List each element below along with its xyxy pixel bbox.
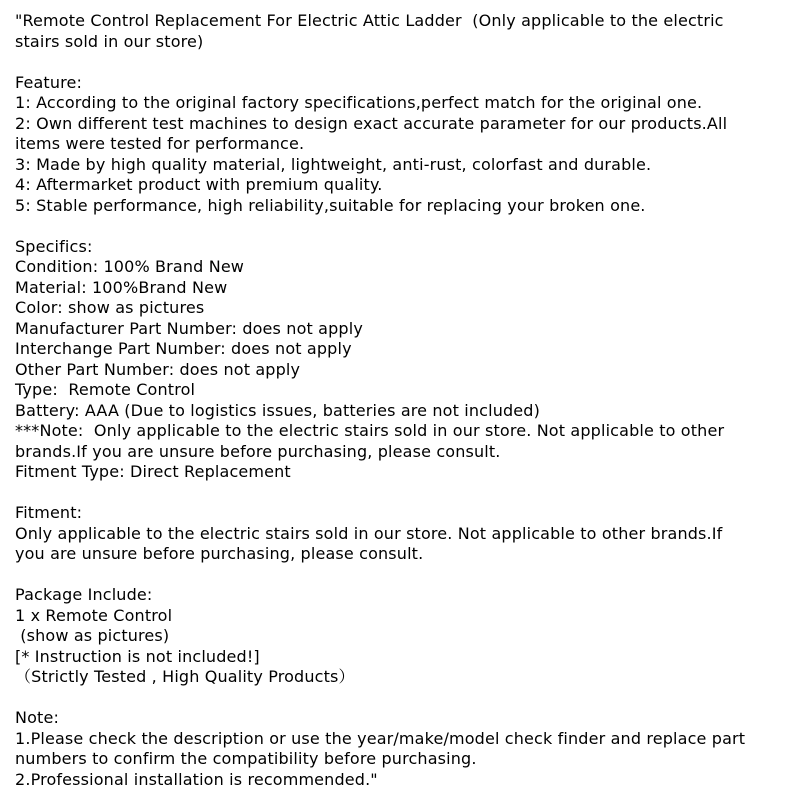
title-line: stairs sold in our store) [15,31,204,51]
package-line: 1 x Remote Control [15,605,173,625]
specifics-section [15,237,790,483]
specifics-line: Interchange Part Number: does not apply [15,339,352,358]
spacer [15,483,790,504]
package-line: （Strictly Tested , High Quality Products） [15,667,355,686]
fitment-heading: Fitment: [15,503,83,522]
title-line: "Remote Control Replacement For Electric Attic Ladder (Only applicable to the electric [15,11,724,30]
specifics-line: brands.If you are unsure before purchasing, please consult. [15,441,501,461]
package-line: (show as pictures) [15,626,170,645]
feature-heading: Feature: [15,72,83,92]
spacer [15,565,790,586]
fitment-line: you are unsure before purchasing, please consult. [15,544,424,563]
spacer [15,688,790,709]
note-line: 2.Professional installation is recommended." [15,769,378,789]
specifics-line: Battery: AAA (Due to logistics issues, batteries are not included) [15,400,541,420]
specifics-line: ***Note: Only applicable to the electric stairs sold in our store. Not applicable to other [15,421,725,440]
fitment-line: Only applicable to the electric stairs sold in our store. Not applicable to other brands.If [15,523,723,543]
note-line: numbers to confirm the compatibility before purchasing. [15,749,477,768]
specifics-heading: Specifics: [15,236,93,256]
package-section [15,585,790,688]
specifics-line: Color: show as pictures [15,298,205,317]
feature-line: 4: Aftermarket product with premium quality. [15,175,383,194]
spacer [15,52,790,73]
package-line: [* Instruction is not included!] [15,646,260,666]
feature-line: 5: Stable performance, high reliability,suitable for replacing your broken one. [15,195,646,215]
product-description [15,11,790,790]
specifics-line: Manufacturer Part Number: does not apply [15,318,363,338]
spacer [15,216,790,237]
package-heading: Package Include: [15,585,153,604]
note-heading: Note: [15,708,60,727]
feature-section [15,73,790,217]
feature-line: items were tested for performance. [15,134,305,153]
specifics-line: Fitment Type: Direct Replacement [15,462,291,481]
title-block [15,11,790,52]
feature-line: 1: According to the original factory specifications,perfect match for the original one. [15,93,703,112]
note-section [15,708,790,790]
feature-line: 2: Own different test machines to design exact accurate parameter for our products.All [15,113,728,133]
note-line: 1.Please check the description or use the year/make/model check finder and replace part [15,728,746,748]
feature-line: 3: Made by high quality material, lightweight, anti-rust, colorfast and durable. [15,154,652,174]
specifics-line: Material: 100%Brand New [15,277,228,297]
specifics-line: Other Part Number: does not apply [15,359,301,379]
fitment-section [15,503,790,565]
specifics-line: Condition: 100% Brand New [15,257,245,276]
specifics-line: Type: Remote Control [15,380,196,399]
